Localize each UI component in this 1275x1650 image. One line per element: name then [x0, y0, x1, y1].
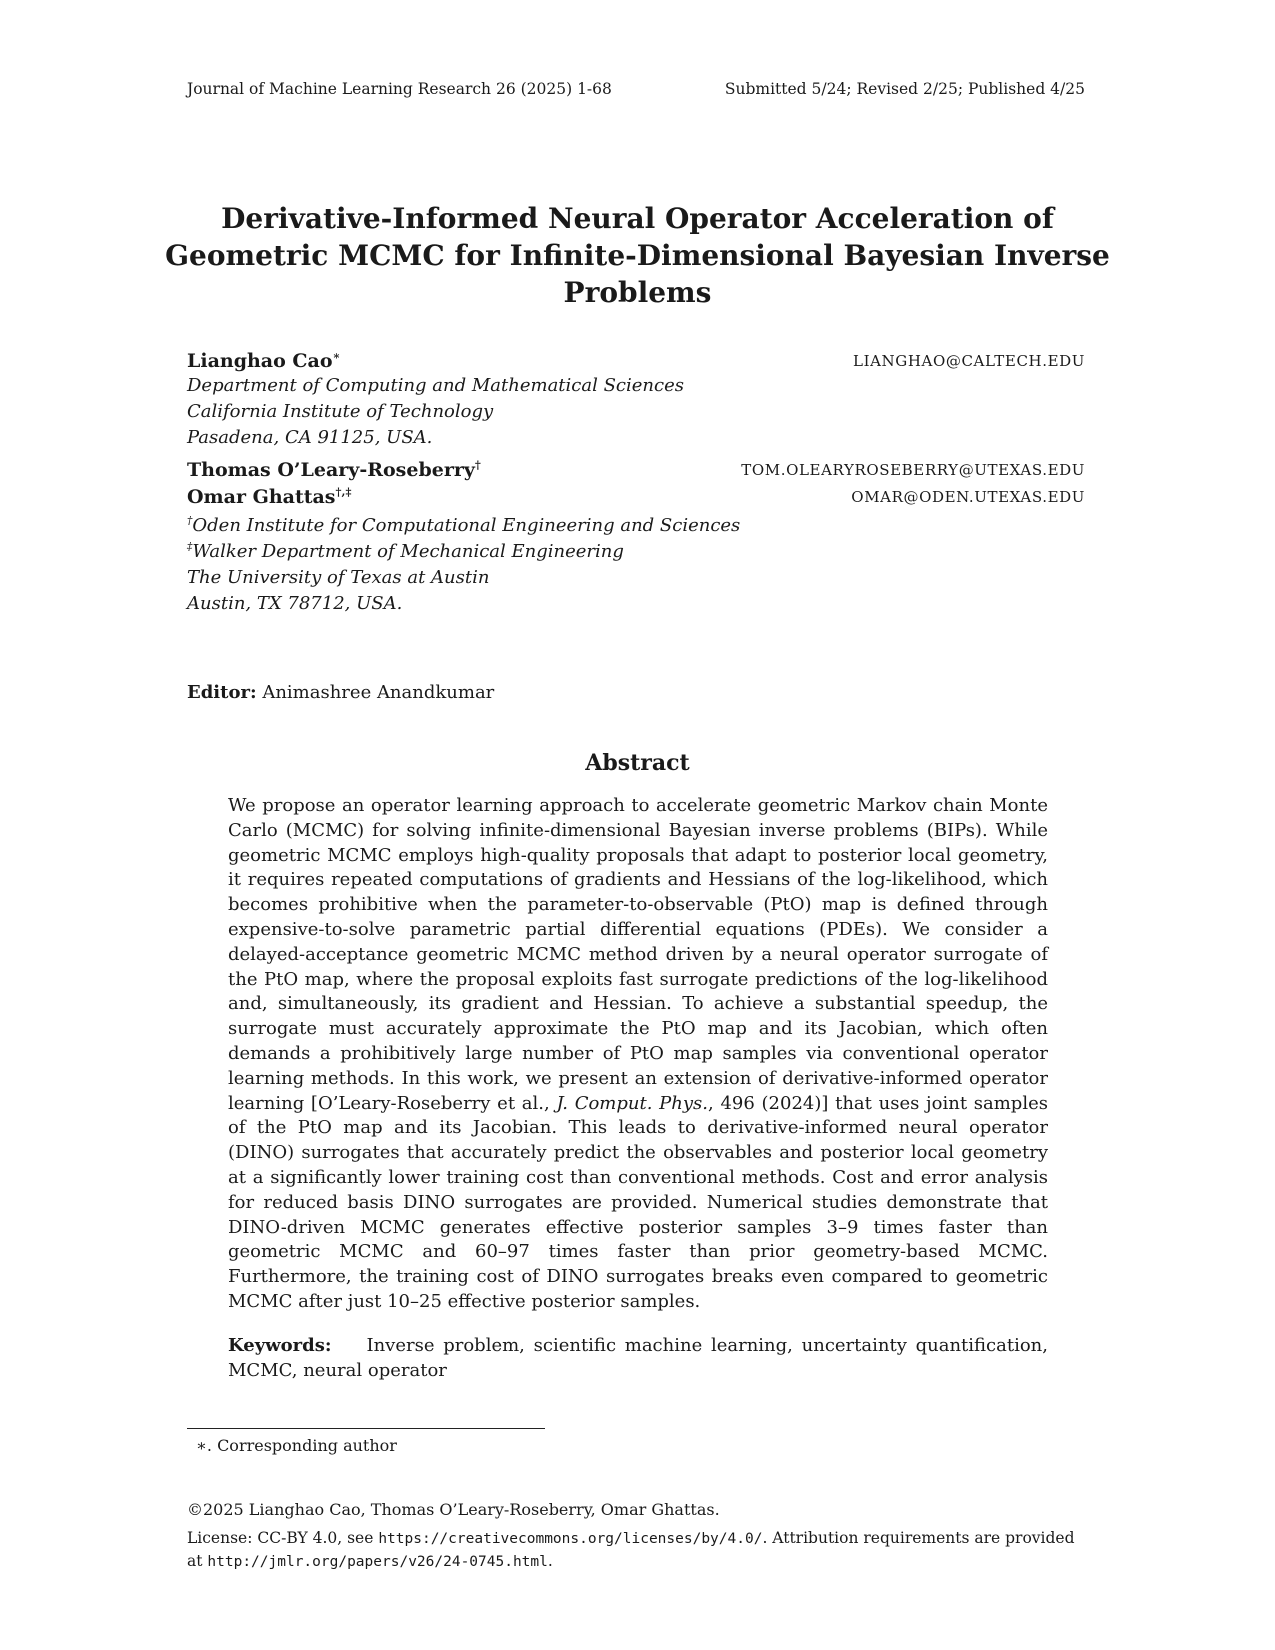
author-email: OMAR@ODEN.UTEXAS.EDU — [851, 488, 1085, 506]
author-email: TOM.OLEARYROSEBERRY@UTEXAS.EDU — [741, 461, 1085, 479]
author-mark: † — [474, 457, 481, 472]
editor-label: Editor: — [187, 682, 257, 703]
ddagger-mark: ‡ — [187, 540, 193, 553]
dagger-mark: † — [187, 514, 193, 527]
affiliation-line: ‡Walker Department of Mechanical Engineering — [187, 540, 624, 562]
license-notice: License: CC-BY 4.0, see https://creativecommons.org/licenses/by/4.0/. Attribution requirements are provided at http://jmlr.org/papers/v26/24-0745.html. — [187, 1529, 1075, 1570]
keywords-text: Inverse problem, scientific machine learning, uncertainty quantification, MCMC, neural operator — [228, 1335, 1048, 1381]
affiliation-line: †Oden Institute for Computational Engineering and Sciences — [187, 514, 741, 536]
author-name — [187, 350, 340, 372]
author-name — [187, 459, 481, 481]
copyright-icon: © — [187, 1500, 203, 1519]
author-affiliation — [187, 373, 684, 451]
title-line: Geometric MCMC for Infinite-Dimensional Bayesian Inverse — [165, 239, 1110, 272]
paper-link[interactable]: http://jmlr.org/papers/v26/24-0745.html — [207, 1554, 548, 1570]
editor-name: Animashree Anandkumar — [262, 682, 495, 703]
license-link[interactable]: https://creativecommons.org/licenses/by/4.0/ — [378, 1531, 763, 1547]
shared-affiliation — [187, 513, 740, 617]
abstract-body: We propose an operator learning approach to accelerate geometric Markov chain Monte Carlo (MCMC) for solving infinite-dimensional Bayesian inverse problems (BIPs). While geometric MCMC employs high-quality proposals that adapt to posterior local geometry, it requires repeated computations of gradients and Hessians of the log-likelihood, which becomes prohibitive when the parameter-to-observable (PtO) map is defined through expensive-to-solve parametric partial differential equations (PDEs). We consider a delayed-acceptance geometric MCMC method driven by a neural operator surrogate of the PtO map, where the proposal exploits fast surrogate predictions of the log-likelihood and, simultaneously, its gradient and Hessian. To achieve a substantial speedup, the surrogate must accurately approximate the PtO map and its Jacobian, which often demands a prohibitively large number of PtO map samples via conventional operator learning methods. In this work, we present an extension of derivative-informed operator learning [O’Leary-Roseberry et al., J. Comput. Phys., 496 (2024)] that uses joint samples of the PtO map and its Jacobian. This leads to derivative-informed neural operator (DINO) surrogates that accurately predict the observables and posterior local geometry at a significantly lower training cost than conventional methods. Cost and error analysis for reduced basis DINO surrogates are provided. Numerical studies demonstrate that DINO-driven MCMC generates effective posterior samples 3–9 times faster than geometric MCMC and 60–97 times faster than prior geometry-based MCMC. Furthermore, the training cost of DINO surrogates breaks even compared to geometric MCMC after just 10–25 effective posterior samples. — [228, 795, 1048, 1312]
author-name-text: Thomas O’Leary-Roseberry — [187, 459, 475, 481]
editor-line — [187, 682, 494, 703]
affiliation-line: Austin, TX 78712, USA. — [187, 593, 403, 614]
title-line: Problems — [563, 276, 712, 309]
title-line: Derivative-Informed Neural Operator Acceleration of — [221, 202, 1054, 235]
running-header-dates: Submitted 5/24; Revised 2/25; Published 4/25 — [724, 80, 1085, 98]
running-header-journal: Journal of Machine Learning Research 26 (2025) 1-68 — [187, 80, 612, 98]
footnote-rule — [187, 1428, 545, 1429]
journal-reference: J. Comput. Phys. — [556, 1092, 708, 1114]
author-name — [187, 486, 351, 508]
affiliation-line: California Institute of Technology — [187, 401, 494, 422]
paper-title — [150, 200, 1125, 311]
affiliation-line: The University of Texas at Austin — [187, 567, 490, 588]
abstract-heading: Abstract — [585, 750, 690, 776]
copyright-notice: ©2025 Lianghao Cao, Thomas O’Leary-Roseberry, Omar Ghattas. — [187, 1500, 720, 1519]
author-mark: ∗ — [332, 348, 341, 363]
author-mark: †,‡ — [335, 484, 352, 499]
footnote-text: Corresponding author — [217, 1436, 397, 1455]
footnote-mark: ∗. — [196, 1436, 212, 1455]
author-email: LIANGHAO@CALTECH.EDU — [853, 352, 1085, 370]
affiliation-line: Department of Computing and Mathematical Sciences — [187, 375, 684, 396]
author-name-text: Lianghao Cao — [187, 350, 333, 372]
footnote — [196, 1436, 397, 1455]
keywords — [228, 1334, 1048, 1384]
author-name-text: Omar Ghattas — [187, 486, 336, 508]
keywords-label: Keywords: — [228, 1335, 332, 1356]
affiliation-line: Pasadena, CA 91125, USA. — [187, 427, 433, 448]
